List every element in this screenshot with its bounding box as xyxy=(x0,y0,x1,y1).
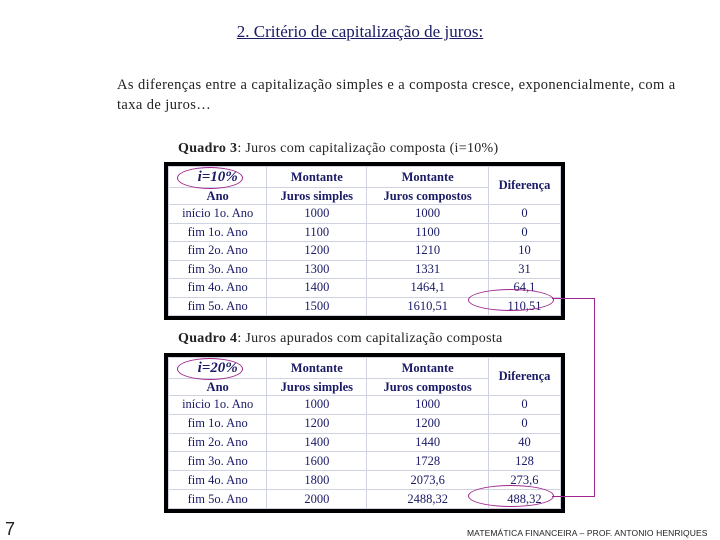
difference-cell: 64,1 xyxy=(488,279,560,298)
simple-cell: 1200 xyxy=(267,414,367,433)
quadro3-header-juros-compostos: Juros compostos xyxy=(367,188,489,205)
difference-cell: 10 xyxy=(488,242,560,261)
year-cell: início 1o. Ano xyxy=(169,205,267,224)
difference-cell: 0 xyxy=(488,414,560,433)
difference-cell: 40 xyxy=(488,433,560,452)
quadro4-header-juros-compostos: Juros compostos xyxy=(367,379,489,396)
year-cell: fim 3o. Ano xyxy=(169,260,267,279)
quadro3-caption xyxy=(178,141,498,157)
rate-highlight-oval xyxy=(177,167,243,189)
year-cell: fim 5o. Ano xyxy=(169,297,267,316)
year-cell: fim 3o. Ano xyxy=(169,452,267,471)
table-row xyxy=(169,433,561,452)
table-row xyxy=(169,205,561,224)
quadro4-header-diferenca: Diferença xyxy=(488,358,560,396)
simple-cell: 1100 xyxy=(267,223,367,242)
compound-cell: 1728 xyxy=(367,452,489,471)
year-cell: fim 2o. Ano xyxy=(169,242,267,261)
quadro3-header-juros-simples: Juros simples xyxy=(267,188,367,205)
compound-cell: 1610,51 xyxy=(367,297,489,316)
difference-cell: 273,6 xyxy=(488,471,560,490)
quadro3-caption-text: : Juros com capitalização composta (i=10%) xyxy=(237,141,499,156)
simple-cell: 1800 xyxy=(267,471,367,490)
difference-cell: 128 xyxy=(488,452,560,471)
difference-cell: 110,51 xyxy=(488,297,560,316)
difference-cell: 0 xyxy=(488,223,560,242)
year-cell: fim 4o. Ano xyxy=(169,279,267,298)
simple-cell: 2000 xyxy=(267,490,367,509)
page-number: 7 xyxy=(5,519,16,539)
simple-cell: 1200 xyxy=(267,242,367,261)
simple-cell: 1500 xyxy=(267,297,367,316)
compound-cell: 1000 xyxy=(367,396,489,415)
compound-cell: 1200 xyxy=(367,414,489,433)
year-cell: fim 2o. Ano xyxy=(169,433,267,452)
simple-cell: 1600 xyxy=(267,452,367,471)
quadro3-caption-label: Quadro 3 xyxy=(178,141,238,156)
simple-cell: 1000 xyxy=(267,205,367,224)
simple-cell: 1300 xyxy=(267,260,367,279)
compound-cell: 1464,1 xyxy=(367,279,489,298)
quadro4-caption-label: Quadro 4 xyxy=(178,331,238,346)
year-cell: fim 1o. Ano xyxy=(169,414,267,433)
compound-cell: 1100 xyxy=(367,223,489,242)
intro-paragraph: As diferenças entre a capitalização simples e a composta cresce, exponencialmente, com a taxa de juros… xyxy=(117,77,676,113)
year-cell: fim 5o. Ano xyxy=(169,490,267,509)
table-row xyxy=(169,260,561,279)
year-cell: início 1o. Ano xyxy=(169,396,267,415)
comparison-connector-arrow xyxy=(552,298,595,497)
quadro4-caption xyxy=(178,331,503,347)
quadro4-header-juros-simples: Juros simples xyxy=(267,379,367,396)
quadro4-header-montante-simples: Montante xyxy=(267,358,367,379)
quadro4-rate: i=20% xyxy=(197,359,238,376)
compound-cell: 1331 xyxy=(367,260,489,279)
compound-cell: 2073,6 xyxy=(367,471,489,490)
quadro4-caption-text: : Juros apurados com capitalização composta xyxy=(237,331,503,346)
difference-cell: 0 xyxy=(488,205,560,224)
quadro3-header-montante-compostos: Montante xyxy=(367,167,489,188)
table-row xyxy=(169,452,561,471)
quadro3-header-montante-simples: Montante xyxy=(267,167,367,188)
compound-cell: 2488,32 xyxy=(367,490,489,509)
quadro3-rate-cell xyxy=(169,167,267,188)
simple-cell: 1000 xyxy=(267,396,367,415)
quadro4-rate-cell xyxy=(169,358,267,379)
quadro3-header-diferenca: Diferença xyxy=(488,167,560,205)
simple-cell: 1400 xyxy=(267,279,367,298)
difference-highlight-oval xyxy=(468,485,554,507)
compound-cell: 1000 xyxy=(367,205,489,224)
compound-cell: 1210 xyxy=(367,242,489,261)
footer-text: MATEMÁTICA FINANCEIRA – PROF. ANTONIO HENRIQUES xyxy=(467,528,708,538)
page-title: 2. Critério de capitalização de juros: xyxy=(236,22,484,41)
quadro4-header-montante-compostos: Montante xyxy=(367,358,489,379)
difference-highlight-oval xyxy=(468,289,554,311)
year-cell: fim 4o. Ano xyxy=(169,471,267,490)
quadro3-header-ano: Ano xyxy=(169,188,267,205)
compound-cell: 1440 xyxy=(367,433,489,452)
difference-cell: 0 xyxy=(488,396,560,415)
simple-cell: 1400 xyxy=(267,433,367,452)
difference-cell: 31 xyxy=(488,260,560,279)
year-cell: fim 1o. Ano xyxy=(169,223,267,242)
table-row xyxy=(169,414,561,433)
rate-highlight-oval xyxy=(177,358,243,380)
quadro3-rate: i=10% xyxy=(197,168,238,185)
table-row xyxy=(169,223,561,242)
difference-cell: 488,32 xyxy=(488,490,560,509)
quadro4-header-ano: Ano xyxy=(169,379,267,396)
table-row xyxy=(169,242,561,261)
table-row xyxy=(169,396,561,415)
